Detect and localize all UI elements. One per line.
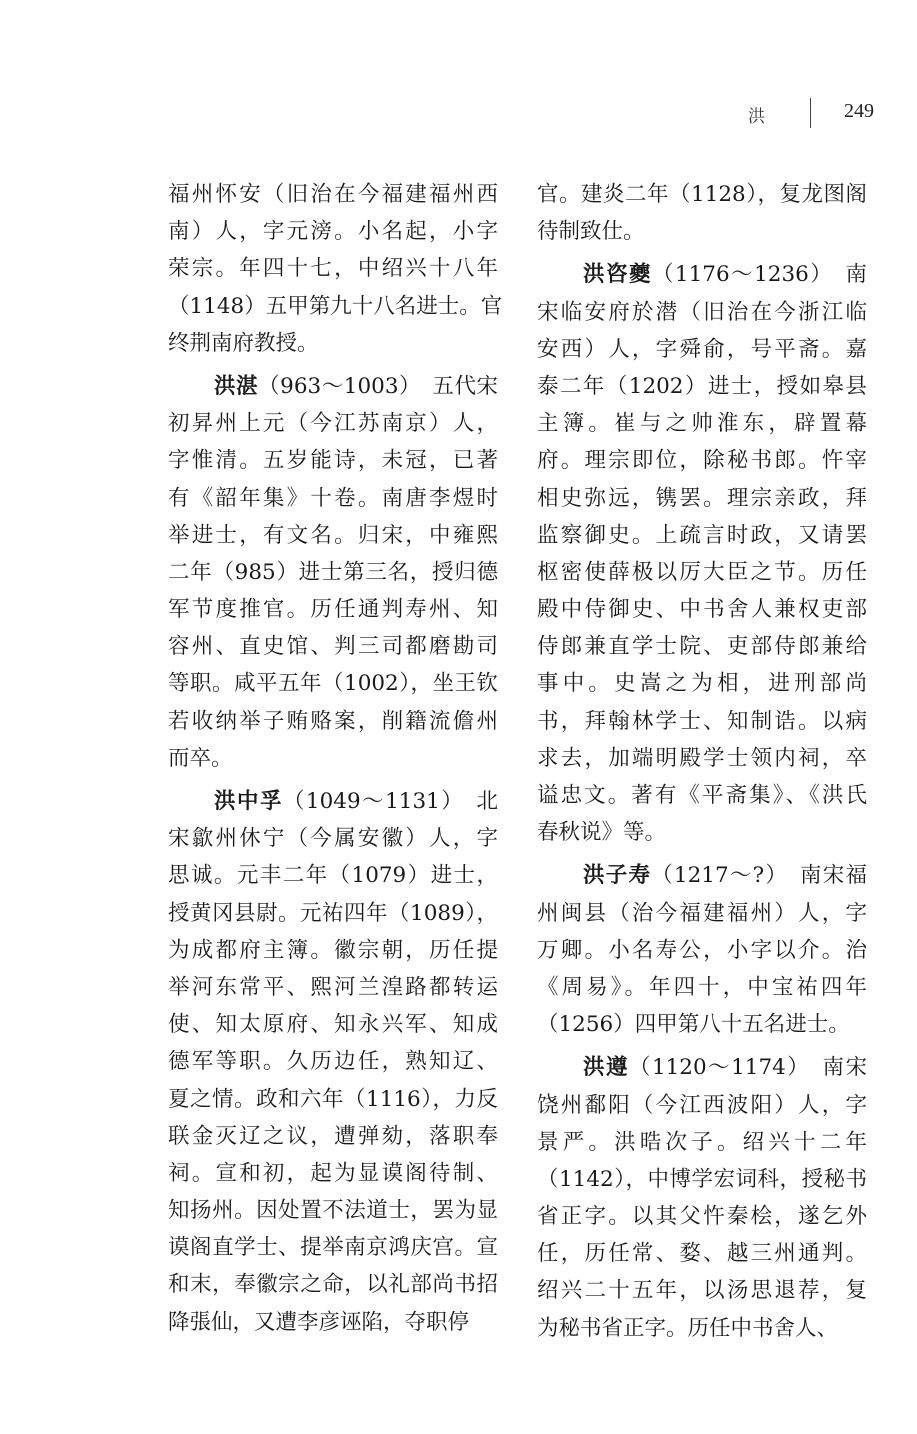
text-line: （1148）五甲第九十八名进士。官 [168,293,503,319]
text-line: 终荆南府教授。 [168,330,319,356]
text-line: 为秘书省正字。历任中书舍人、 [537,1315,839,1341]
text-line: 书，拜翰林学士、知制诰。以病 [537,708,867,734]
text-line: 等职。咸平五年（1002），坐王钦 [168,671,498,697]
text-line: 福州怀安（旧治在今福建福州西 [168,182,498,207]
entry-headword: 洪咨夔 [583,262,652,288]
page-number: 249 [844,100,874,122]
text-line: 初昇州上元（今江苏南京）人， [168,411,498,437]
entry-first-line [537,1049,867,1086]
entry-dates: （1217～?） 南宋福 [651,863,867,889]
entry-paragraph [537,857,867,1043]
text-line: 相史弥远，镌罢。理宗亲政，拜 [537,485,867,511]
text-line: 饶州鄱阳（今江西波阳）人，字 [537,1092,867,1118]
entry-paragraph [168,783,498,1341]
text-line: 绍兴二十五年，以汤思退荐，复 [537,1278,867,1304]
entry-first-line [537,256,867,293]
text-line: 而卒。 [168,745,233,771]
text-line: 州闽县（治今福建福州）人，字 [537,900,867,926]
entry-first-line [168,783,498,820]
text-line: 官。建炎二年（1128），复龙图阁 [537,182,867,207]
text-line: 谥忠文。著有《平斋集》、《洪氏 [537,783,867,808]
text-line: 军节度推官。历任通判寿州、知 [168,597,498,623]
text-line: 监察御史。上疏言时政，又请罢 [537,522,867,548]
text-line: 思诚。元丰二年（1079）进士， [168,863,498,889]
text-line: 使、知太原府、知永兴军、知成 [168,1012,498,1038]
text-line: 待制致仕。 [537,219,645,245]
entry-headword: 洪中孚 [214,789,283,814]
right-column [537,176,867,1347]
running-head-divider [810,98,811,128]
text-line: （1256）四甲第八十五名进士。 [537,1012,850,1038]
text-line: 求去，加端明殿学士领内祠，卒 [537,745,867,771]
text-line: 荣宗。年四十七，中绍兴十八年 [168,256,498,282]
text-line: 降張仙，又遭李彦诬陷，夺职停 [168,1309,470,1335]
text-line: 联金灭辽之议，遭弹劾，落职奉 [168,1123,498,1149]
entry-dates: （963～1003） 五代宋 [258,373,498,399]
entry-dates: （1049～1131） 北 [282,789,498,814]
text-line: 夏之情。政和六年（1116），力反 [168,1086,498,1112]
running-head-chapter: 洪 [748,107,765,127]
text-line: 事中。史嵩之为相，进刑部尚 [537,671,867,697]
text-line: 祠。宣和初，起为显谟阁待制、 [168,1160,498,1186]
text-line: 容州、直史馆、判三司都磨勘司 [168,634,498,660]
text-line: 枢密使薛极以厉大臣之节。历任 [537,559,867,585]
text-line: 《周易》。年四十，中宝祐四年 [537,974,867,1000]
text-line: 省正字。以其父忤秦桧，遂乞外 [537,1204,867,1230]
text-line: 和末，奉徽宗之命，以礼部尚书招 [168,1272,498,1298]
text-line: 若收纳举子贿赂案，削籍流儋州 [168,708,498,734]
entry-paragraph [537,256,867,851]
text-line: 二年（985）进士第三名，授归德 [168,559,498,585]
text-line: 安西）人，字舜俞，号平斋。嘉 [537,336,867,362]
entry-paragraph [168,368,498,777]
text-line: 宋歙州休宁（今属安徽）人，字 [168,826,498,852]
entry-paragraph [537,1049,867,1347]
text-line: 南）人，字元滂。小名起，小字 [168,219,498,245]
entry-dates: （1120～1174） 南宋 [628,1055,867,1081]
continued-paragraph [168,176,503,362]
text-line: 任，历任常、婺、越三州通判。 [537,1241,867,1267]
entry-dates: （1176～1236） 南 [651,262,867,288]
text-line: 万卿。小名寿公，小字以介。治 [537,937,867,963]
entry-headword: 洪遵 [583,1055,629,1081]
text-line: 主簿。崔与之帅淮东，辟置幕 [537,411,867,437]
text-line: 字惟清。五岁能诗，未冠，已著 [168,448,498,474]
text-line: 有《韶年集》十卷。南唐李煜时 [168,485,498,511]
text-line: 府。理宗即位，除秘书郎。忤宰 [537,448,867,474]
text-line: 侍郎兼直学士院、吏部侍郎兼给 [537,634,867,660]
text-line: 泰二年（1202）进士，授如皋县 [537,373,867,399]
continued-paragraph [537,176,867,250]
text-line: 授黄冈县尉。元祐四年（1089）， [168,900,498,926]
text-line: 举进士，有文名。归宋，中雍熙 [168,522,498,548]
left-column [168,176,503,1341]
text-line: 举河东常平、熙河兰湟路都转运 [168,974,498,1000]
text-line: 为成都府主簿。徽宗朝，历任提 [168,937,498,963]
text-line: 宋临安府於潜（旧治在今浙江临 [537,299,867,325]
entry-headword: 洪子寿 [583,863,652,889]
text-line: 景严。洪晧次子。绍兴十二年 [537,1129,867,1155]
text-line: 殿中侍御史、中书舍人兼权吏部 [537,597,867,623]
text-line: 春秋说》等。 [537,820,667,846]
entry-first-line [537,857,867,894]
text-line: 谟阁直学士、提举南京鸿庆宫。宣 [168,1235,498,1261]
entry-headword: 洪湛 [214,373,259,399]
text-line: （1142），中博学宏词科，授秘书 [537,1166,867,1192]
text-line: 德军等职。久历边任，熟知辽、 [168,1049,498,1075]
entry-first-line [168,368,498,405]
text-line: 知扬州。因处置不法道士，罢为显 [168,1198,498,1224]
